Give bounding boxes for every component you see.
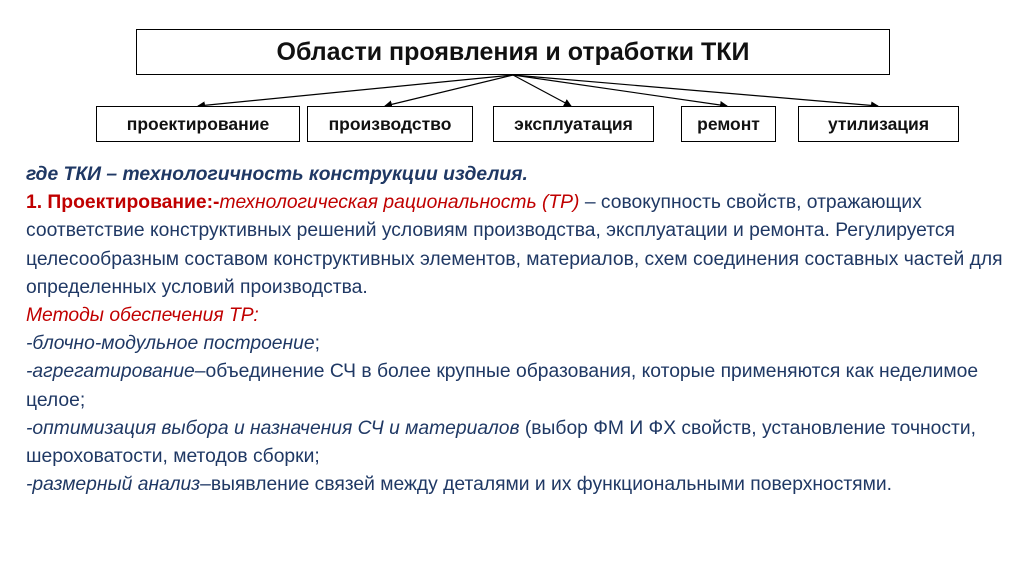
- design-heading: 1. Проектирование:: [26, 192, 214, 214]
- method-item: -размерный анализ–выявление связей между деталями и их функциональными поверхностями.: [26, 474, 893, 496]
- method-item: -агрегатирование–объединение СЧ в более крупные образования, которые применяются как неделимое целое;: [26, 361, 979, 411]
- edge-title-production: [385, 75, 513, 106]
- method-term: блочно-модульное построение: [32, 333, 315, 355]
- method-term: размерный анализ: [32, 474, 201, 496]
- method-term: оптимизация выбора и назначения СЧ и материалов: [32, 417, 520, 439]
- method-term: агрегатирование: [32, 361, 195, 383]
- node-disposal: утилизация: [798, 106, 959, 142]
- node-operation: эксплуатация: [493, 106, 654, 142]
- edge-title-design: [198, 75, 513, 106]
- node-production: производство: [307, 106, 473, 142]
- definition-line: где ТКИ – технологичность конструкции изделия.: [26, 164, 528, 185]
- node-repair: ремонт: [681, 106, 776, 142]
- methods-heading: Методы обеспечения ТР:: [26, 305, 259, 327]
- paragraph-design: 1. Проектирование:-технологическая рациональность (ТР) – совокупность свойств, отражающих соответствие конструктивных решений условиям производства, эксплуатации и ремонта. Регулируется целесообразным составом конструктивных элементов, материалов, схем соединения составных частей для определенных условий производства.: [26, 192, 1003, 298]
- node-design: проектирование: [96, 106, 300, 142]
- diagram-title: Области проявления и отработки ТКИ: [136, 29, 890, 75]
- method-item: -блочно-модульное построение;: [26, 333, 320, 355]
- design-term: технологическая рациональность (ТР): [219, 192, 580, 214]
- body-text: [26, 161, 1021, 499]
- method-item: -оптимизация выбора и назначения СЧ и материалов (выбор ФМ И ФХ свойств, установление точности, шероховатости, методов сборки;: [26, 417, 976, 468]
